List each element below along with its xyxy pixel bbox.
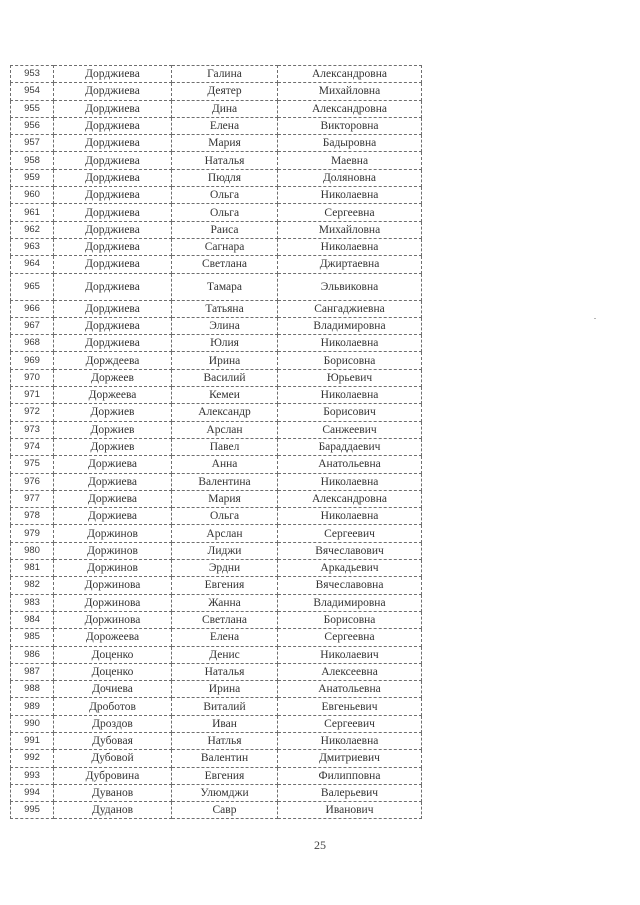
row-number: 984 <box>11 611 54 628</box>
surname-cell: Дорожеева <box>54 629 172 646</box>
given-name-cell: Иван <box>172 715 278 732</box>
given-name-cell: Татьяна <box>172 300 278 317</box>
table-row <box>11 300 422 317</box>
given-name-cell: Натлья <box>172 732 278 749</box>
patronymic-cell: Анатольевна <box>278 681 422 698</box>
row-number: 965 <box>11 273 54 300</box>
patronymic-cell: Владимировна <box>278 594 422 611</box>
row-number: 956 <box>11 117 54 134</box>
table-row <box>11 117 422 134</box>
patronymic-cell: Аркадьевич <box>278 560 422 577</box>
row-number: 954 <box>11 83 54 100</box>
surname-cell: Дорджиева <box>54 187 172 204</box>
surname-cell: Дочиева <box>54 681 172 698</box>
patronymic-cell: Доляновна <box>278 169 422 186</box>
given-name-cell: Елена <box>172 629 278 646</box>
patronymic-cell: Николаевна <box>278 508 422 525</box>
patronymic-cell: Алексеевна <box>278 663 422 680</box>
given-name-cell: Ольга <box>172 508 278 525</box>
name-list-body <box>11 66 422 819</box>
row-number: 980 <box>11 542 54 559</box>
table-row <box>11 715 422 732</box>
given-name-cell: Ирина <box>172 352 278 369</box>
given-name-cell: Арслан <box>172 421 278 438</box>
given-name-cell: Светлана <box>172 611 278 628</box>
row-number: 991 <box>11 732 54 749</box>
table-row <box>11 169 422 186</box>
patronymic-cell: Александровна <box>278 100 422 117</box>
table-row <box>11 525 422 542</box>
row-number: 987 <box>11 663 54 680</box>
given-name-cell: Светлана <box>172 256 278 273</box>
table-row <box>11 490 422 507</box>
surname-cell: Дорджиева <box>54 238 172 255</box>
patronymic-cell: Александровна <box>278 490 422 507</box>
table-row <box>11 542 422 559</box>
given-name-cell: Анна <box>172 456 278 473</box>
given-name-cell: Галина <box>172 66 278 83</box>
given-name-cell: Сагнара <box>172 238 278 255</box>
surname-cell: Дубовая <box>54 732 172 749</box>
surname-cell: Дорджиева <box>54 273 172 300</box>
patronymic-cell: Юрьевич <box>278 369 422 386</box>
table-row <box>11 698 422 715</box>
row-number: 974 <box>11 438 54 455</box>
surname-cell: Дорджиева <box>54 221 172 238</box>
surname-cell: Дорджиева <box>54 135 172 152</box>
row-number: 988 <box>11 681 54 698</box>
patronymic-cell: Вячеславовна <box>278 577 422 594</box>
surname-cell: Дорждеева <box>54 352 172 369</box>
surname-cell: Дуванов <box>54 784 172 801</box>
patronymic-cell: Сангаджиевна <box>278 300 422 317</box>
row-number: 986 <box>11 646 54 663</box>
given-name-cell: Валентин <box>172 750 278 767</box>
table-row <box>11 560 422 577</box>
surname-cell: Доржиева <box>54 490 172 507</box>
table-row <box>11 629 422 646</box>
table-row <box>11 387 422 404</box>
surname-cell: Доржеев <box>54 369 172 386</box>
surname-cell: Дроздов <box>54 715 172 732</box>
surname-cell: Дорджиева <box>54 335 172 352</box>
patronymic-cell: Михайловна <box>278 221 422 238</box>
table-row <box>11 221 422 238</box>
table-row <box>11 152 422 169</box>
row-number: 961 <box>11 204 54 221</box>
row-number: 992 <box>11 750 54 767</box>
surname-cell: Дорджиева <box>54 83 172 100</box>
table-row <box>11 335 422 352</box>
surname-cell: Доржиев <box>54 421 172 438</box>
row-number: 962 <box>11 221 54 238</box>
surname-cell: Доценко <box>54 663 172 680</box>
given-name-cell: Евгения <box>172 577 278 594</box>
given-name-cell: Тамара <box>172 273 278 300</box>
row-number: 971 <box>11 387 54 404</box>
table-row <box>11 404 422 421</box>
given-name-cell: Евгения <box>172 767 278 784</box>
patronymic-cell: Вячеславович <box>278 542 422 559</box>
row-number: 995 <box>11 802 54 819</box>
table-row <box>11 135 422 152</box>
given-name-cell: Ирина <box>172 681 278 698</box>
row-number: 985 <box>11 629 54 646</box>
table-row <box>11 594 422 611</box>
given-name-cell: Елена <box>172 117 278 134</box>
row-number: 994 <box>11 784 54 801</box>
row-number: 966 <box>11 300 54 317</box>
surname-cell: Доржиева <box>54 473 172 490</box>
surname-cell: Дорджиева <box>54 169 172 186</box>
given-name-cell: Элина <box>172 317 278 334</box>
patronymic-cell: Маевна <box>278 152 422 169</box>
row-number: 955 <box>11 100 54 117</box>
row-number: 979 <box>11 525 54 542</box>
surname-cell: Дубовой <box>54 750 172 767</box>
surname-cell: Дорджиева <box>54 204 172 221</box>
patronymic-cell: Сергеевич <box>278 525 422 542</box>
patronymic-cell: Сергеевич <box>278 715 422 732</box>
patronymic-cell: Борисович <box>278 404 422 421</box>
patronymic-cell: Эльвиковна <box>278 273 422 300</box>
given-name-cell: Павел <box>172 438 278 455</box>
table-row <box>11 663 422 680</box>
table-row <box>11 577 422 594</box>
surname-cell: Дорджиева <box>54 256 172 273</box>
row-number: 978 <box>11 508 54 525</box>
surname-cell: Дорджиева <box>54 300 172 317</box>
given-name-cell: Мария <box>172 490 278 507</box>
patronymic-cell: Сергеевна <box>278 204 422 221</box>
given-name-cell: Василий <box>172 369 278 386</box>
table-row <box>11 646 422 663</box>
table-row <box>11 369 422 386</box>
surname-cell: Дорджиева <box>54 117 172 134</box>
surname-cell: Доржиев <box>54 438 172 455</box>
given-name-cell: Деятер <box>172 83 278 100</box>
surname-cell: Дорджиева <box>54 100 172 117</box>
row-number: 993 <box>11 767 54 784</box>
row-number: 970 <box>11 369 54 386</box>
row-number: 968 <box>11 335 54 352</box>
patronymic-cell: Николаевич <box>278 646 422 663</box>
patronymic-cell: Викторовна <box>278 117 422 134</box>
surname-cell: Доржинов <box>54 560 172 577</box>
given-name-cell: Ольга <box>172 204 278 221</box>
patronymic-cell: Владимировна <box>278 317 422 334</box>
surname-cell: Доржеева <box>54 387 172 404</box>
table-row <box>11 473 422 490</box>
given-name-cell: Жанна <box>172 594 278 611</box>
given-name-cell: Юлия <box>172 335 278 352</box>
table-row <box>11 66 422 83</box>
surname-cell: Доржинова <box>54 594 172 611</box>
given-name-cell: Пюдля <box>172 169 278 186</box>
given-name-cell: Раиса <box>172 221 278 238</box>
table-row <box>11 238 422 255</box>
patronymic-cell: Евгеньевич <box>278 698 422 715</box>
surname-cell: Дроботов <box>54 698 172 715</box>
surname-cell: Дуданов <box>54 802 172 819</box>
table-row <box>11 317 422 334</box>
given-name-cell: Виталий <box>172 698 278 715</box>
table-row <box>11 456 422 473</box>
table-row <box>11 732 422 749</box>
given-name-cell: Арслан <box>172 525 278 542</box>
table-row <box>11 681 422 698</box>
given-name-cell: Наталья <box>172 663 278 680</box>
given-name-cell: Денис <box>172 646 278 663</box>
table-row <box>11 767 422 784</box>
patronymic-cell: Борисовна <box>278 352 422 369</box>
row-number: 982 <box>11 577 54 594</box>
table-row <box>11 83 422 100</box>
row-number: 959 <box>11 169 54 186</box>
patronymic-cell: Бараддаевич <box>278 438 422 455</box>
scan-speck <box>594 318 596 319</box>
given-name-cell: Наталья <box>172 152 278 169</box>
row-number: 953 <box>11 66 54 83</box>
surname-cell: Доржинов <box>54 525 172 542</box>
given-name-cell: Дина <box>172 100 278 117</box>
row-number: 989 <box>11 698 54 715</box>
row-number: 990 <box>11 715 54 732</box>
given-name-cell: Лиджи <box>172 542 278 559</box>
row-number: 964 <box>11 256 54 273</box>
row-number: 957 <box>11 135 54 152</box>
row-number: 976 <box>11 473 54 490</box>
table-row <box>11 187 422 204</box>
patronymic-cell: Филипповна <box>278 767 422 784</box>
surname-cell: Дорджиева <box>54 317 172 334</box>
patronymic-cell: Александровна <box>278 66 422 83</box>
given-name-cell: Савр <box>172 802 278 819</box>
patronymic-cell: Дмитриевич <box>278 750 422 767</box>
surname-cell: Доржиев <box>54 404 172 421</box>
table-row <box>11 611 422 628</box>
surname-cell: Доржинов <box>54 542 172 559</box>
row-number: 969 <box>11 352 54 369</box>
patronymic-cell: Николаевна <box>278 732 422 749</box>
table-row <box>11 421 422 438</box>
given-name-cell: Эрдни <box>172 560 278 577</box>
patronymic-cell: Джиртаевна <box>278 256 422 273</box>
row-number: 972 <box>11 404 54 421</box>
table-row <box>11 100 422 117</box>
table-row <box>11 352 422 369</box>
table-row <box>11 438 422 455</box>
page-number: 25 <box>314 838 326 852</box>
row-number: 958 <box>11 152 54 169</box>
table-row <box>11 273 422 300</box>
patronymic-cell: Николаевна <box>278 387 422 404</box>
row-number: 981 <box>11 560 54 577</box>
given-name-cell: Александр <box>172 404 278 421</box>
row-number: 960 <box>11 187 54 204</box>
surname-cell: Дорджиева <box>54 66 172 83</box>
row-number: 967 <box>11 317 54 334</box>
patronymic-cell: Иванович <box>278 802 422 819</box>
row-number: 973 <box>11 421 54 438</box>
table-row <box>11 204 422 221</box>
surname-cell: Доржиева <box>54 456 172 473</box>
patronymic-cell: Николаевна <box>278 335 422 352</box>
given-name-cell: Валентина <box>172 473 278 490</box>
given-name-cell: Кемеи <box>172 387 278 404</box>
surname-cell: Доржинова <box>54 577 172 594</box>
patronymic-cell: Сергеевна <box>278 629 422 646</box>
patronymic-cell: Валерьевич <box>278 784 422 801</box>
surname-cell: Доржинова <box>54 611 172 628</box>
patronymic-cell: Анатольевна <box>278 456 422 473</box>
patronymic-cell: Николаевна <box>278 238 422 255</box>
row-number: 975 <box>11 456 54 473</box>
table-row <box>11 750 422 767</box>
table-row <box>11 802 422 819</box>
patronymic-cell: Николаевна <box>278 473 422 490</box>
table-row <box>11 784 422 801</box>
surname-cell: Доценко <box>54 646 172 663</box>
row-number: 983 <box>11 594 54 611</box>
given-name-cell: Мария <box>172 135 278 152</box>
table-row <box>11 508 422 525</box>
row-number: 963 <box>11 238 54 255</box>
patronymic-cell: Борисовна <box>278 611 422 628</box>
surname-cell: Дубровина <box>54 767 172 784</box>
given-name-cell: Улюмджи <box>172 784 278 801</box>
row-number: 977 <box>11 490 54 507</box>
patronymic-cell: Михайловна <box>278 83 422 100</box>
name-list-table <box>10 65 422 819</box>
given-name-cell: Ольга <box>172 187 278 204</box>
patronymic-cell: Санжеевич <box>278 421 422 438</box>
table-row <box>11 256 422 273</box>
surname-cell: Дорджиева <box>54 152 172 169</box>
patronymic-cell: Николаевна <box>278 187 422 204</box>
surname-cell: Доржиева <box>54 508 172 525</box>
patronymic-cell: Бадыровна <box>278 135 422 152</box>
